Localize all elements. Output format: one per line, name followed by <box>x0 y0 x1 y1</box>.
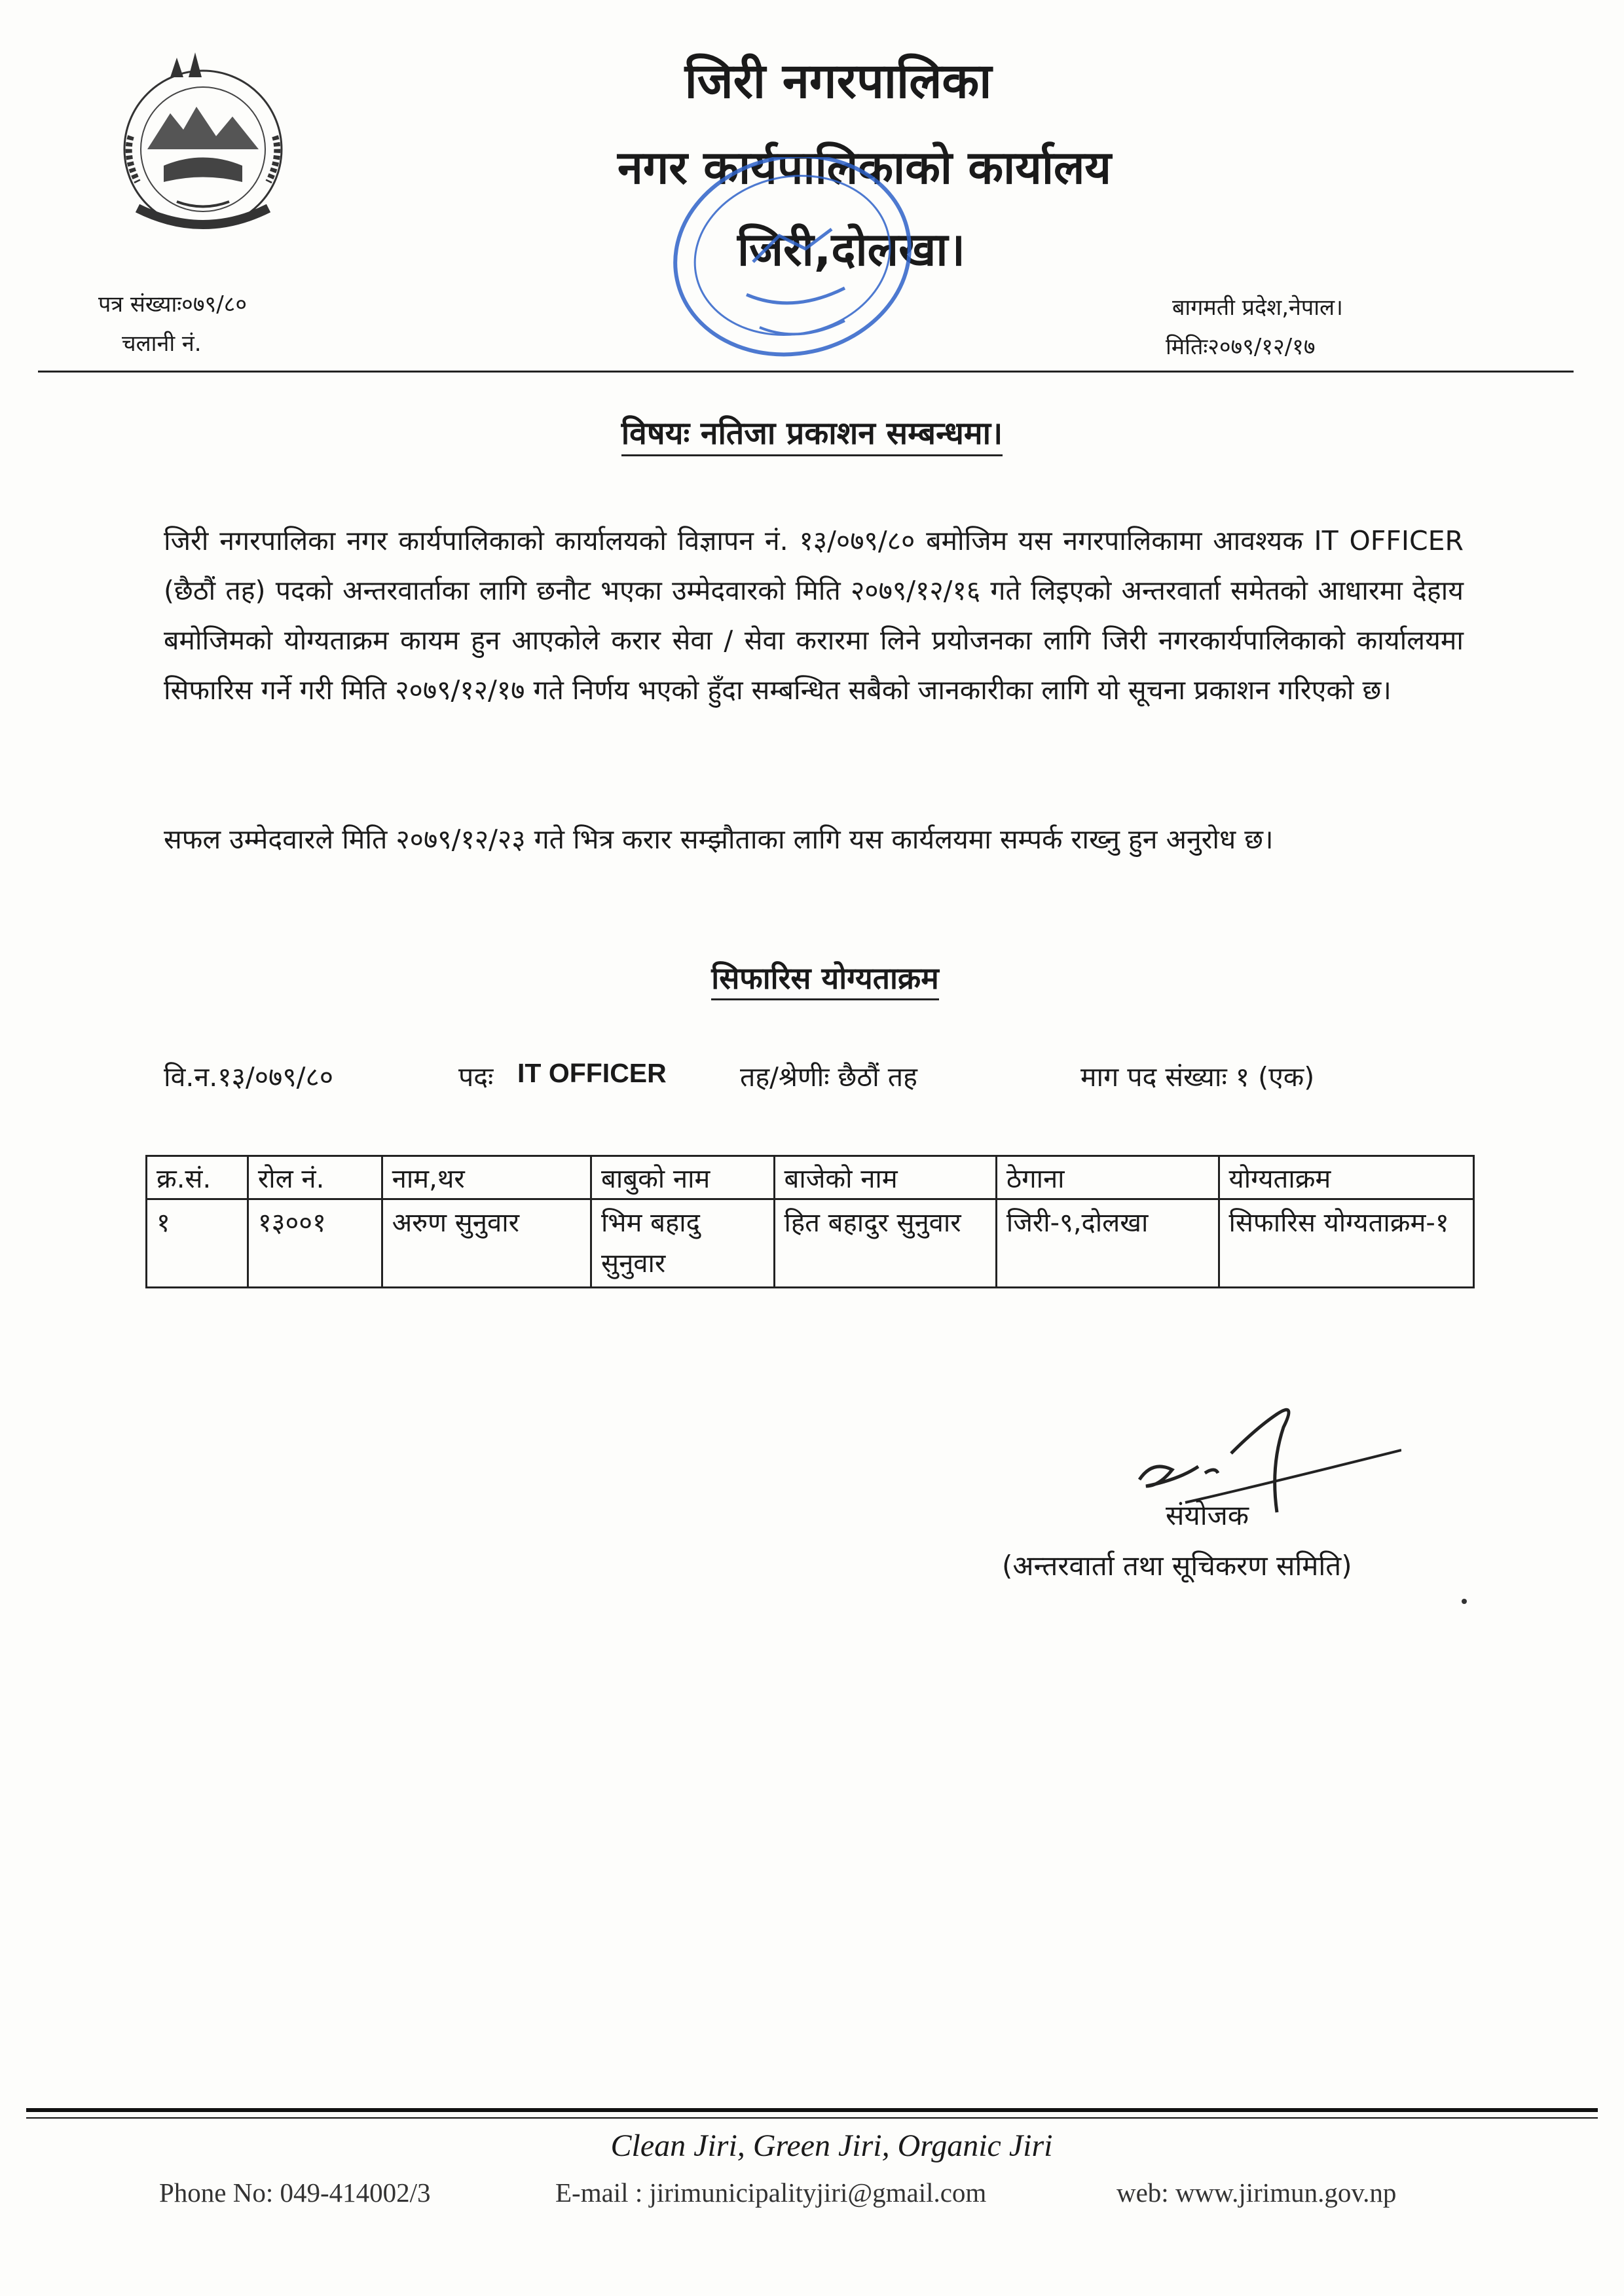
body-paragraph-1: जिरी नगरपालिका नगर कार्यपालिकाको कार्यालयको विज्ञापन नं. १३/०७९/८० बमोजिम यस नगरपालिकामा आवश्यक IT OFFICER (छैठौं तह) पदको अन्तरवार्ताका लागि छनौट भएका उम्मेदवारको मिति २०७९/१२/१६ गते लिइएको अन्तरवार्ता समेतको आधारमा देहाय बमोजिमको योग्यताक्रम कायम हुन आएकोले करार सेवा / सेवा करारमा लिने प्रयोजनका लागि जिरी नगरकार्यपालिकाको कार्यालयमा सिफारिस गर्ने गरी मिति २०७९/१२/१७ गते निर्णय भएको हुँदा सम्बन्धित सबैको जानकारीका लागि यो सूचना प्रकाशन गरिएको छ। <box>164 525 1464 706</box>
cell-serial: १ <box>147 1199 248 1288</box>
advertisement-number: वि.न.१३/०७९/८० <box>164 1061 334 1093</box>
header-divider <box>38 371 1574 373</box>
recommendation-heading <box>0 957 1624 998</box>
cell-roll: १३००१ <box>248 1199 382 1288</box>
recommendation-heading-text: सिफारिस योग्यताक्रम <box>711 960 938 1000</box>
subject-line <box>0 411 1624 454</box>
header-address: ठेगाना <box>996 1156 1219 1199</box>
ink-dot <box>1462 1599 1467 1604</box>
footer-phone: Phone No: 049-414002/3 <box>159 2178 431 2208</box>
header-roll: रोल नं. <box>248 1156 382 1199</box>
footer-slogan: Clean Jiri, Green Jiri, Organic Jiri <box>610 2128 1053 2163</box>
subject-text: विषयः नतिजा प्रकाशन सम्बन्धमा। <box>621 415 1003 456</box>
cell-address: जिरी-९,दोलखा <box>996 1199 1219 1288</box>
header-grandfather: बाजेको नाम <box>774 1156 996 1199</box>
signatory-committee: (अन्तरवार्ता तथा सूचिकरण समिति) <box>1002 1550 1352 1582</box>
post-label: पदः <box>458 1061 494 1093</box>
signatory-title: संयोजक <box>1166 1499 1249 1531</box>
province: बागमती प्रदेश,नेपाल। <box>1172 295 1343 321</box>
header-name: नाम,थर <box>382 1156 591 1199</box>
body-paragraph-2: सफल उम्मेदवारले मिति २०७९/१२/२३ गते भित्र करार सम्झौताका लागि यस कार्यलयमा सम्पर्क राख्नु हुन अनुरोध छ। <box>164 824 1274 855</box>
table-row <box>147 1199 1474 1288</box>
dispatch-number: चलानी नं. <box>122 331 202 357</box>
office-subtitle: नगर कार्यपालिकाको कार्यालय <box>617 141 1112 194</box>
positions-count: माग पद संख्याः १ (एक) <box>1080 1061 1315 1093</box>
header-serial: क्र.सं. <box>147 1156 248 1199</box>
table-header-row <box>147 1156 1474 1199</box>
cell-name: अरुण सुनुवार <box>382 1199 591 1288</box>
result-table <box>145 1155 1475 1288</box>
footer-website: web: www.jirimun.gov.np <box>1116 2178 1397 2208</box>
cell-father: भिम बहादु सुनुवार <box>591 1199 775 1288</box>
footer-rule-thin <box>26 2117 1598 2119</box>
issue-date: मितिः२०७९/१२/१७ <box>1166 334 1316 360</box>
office-name: जिरी नगरपालिका <box>684 53 992 109</box>
cell-rank: सिफारिस योग्यताक्रम-१ <box>1219 1199 1473 1288</box>
footer-rule <box>26 2108 1598 2112</box>
post-value: IT OFFICER <box>517 1058 667 1088</box>
letter-number: पत्र संख्याः०७९/८० <box>98 291 248 318</box>
cell-grandfather: हित बहादुर सुनुवार <box>774 1199 996 1288</box>
header-rank: योग्यताक्रम <box>1219 1156 1473 1199</box>
level: तह/श्रेणीः छैठौं तह <box>740 1061 917 1093</box>
office-address: जिरी,दोलखा। <box>737 223 966 276</box>
municipality-seal-stamp-icon <box>648 157 936 373</box>
footer-email: E-mail : jirimunicipalityjiri@gmail.com <box>555 2178 987 2208</box>
header-father: बाबुको नाम <box>591 1156 775 1199</box>
